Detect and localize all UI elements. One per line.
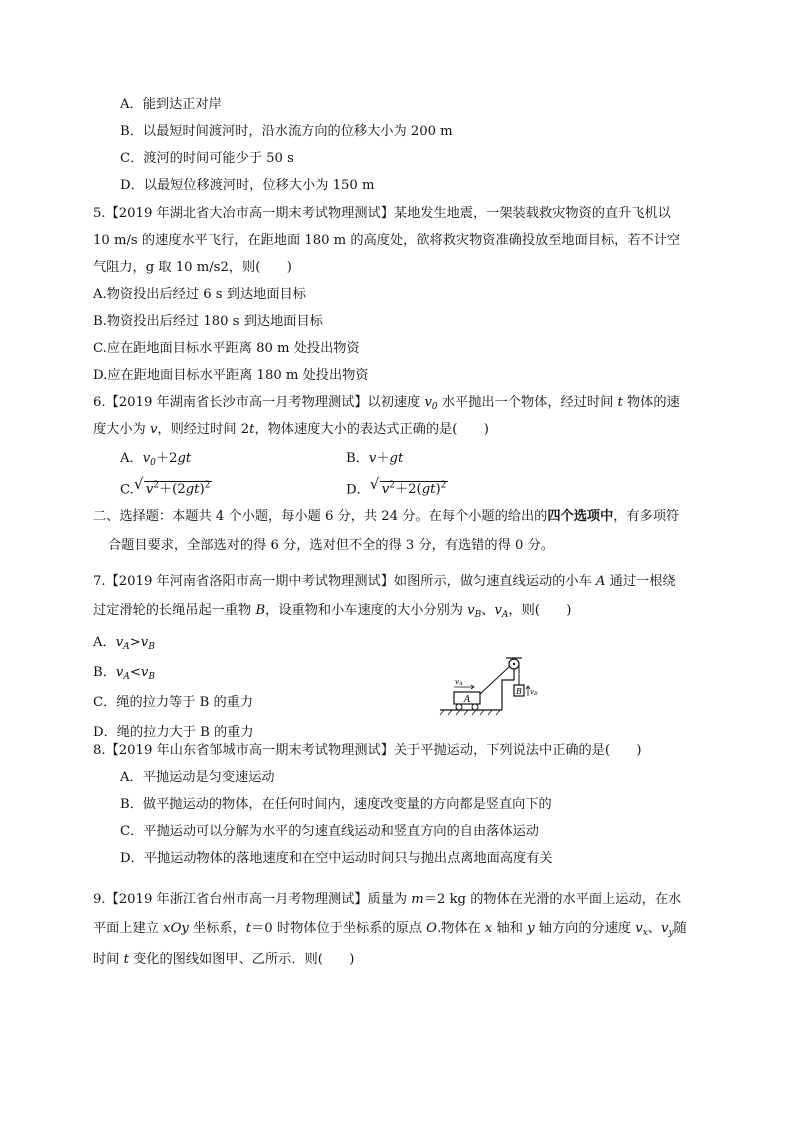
q6-option-b: B．v＋gt bbox=[346, 451, 404, 466]
q4-option-c: C．渡河的时间可能少于 50 s bbox=[120, 151, 294, 166]
q7-option-a: A．$v_A>v_B$ bbox=[93, 635, 155, 652]
q6-option-c: C. √ $v^2+(2gt)^2$ bbox=[120, 475, 211, 498]
pulley-cart-diagram bbox=[430, 650, 540, 720]
weight-label: B bbox=[516, 687, 522, 696]
q5-stem-line2: 10 m/s 的速度水平飞行，在距地面 180 m 的高度处，欲将救灾物资准确投放至地面目标，若不计空 bbox=[93, 233, 681, 248]
q7-option-b: B．$v_A<v_B$ bbox=[93, 665, 155, 682]
vb-label: vB bbox=[530, 688, 538, 697]
q9-stem-line2: 平面上建立 xOy 坐标系，t＝0 时物体位于坐标系的原点 O.物体在 x 轴和 y 轴方向的分速度 $v_x$、$v_y$随 bbox=[93, 921, 687, 938]
rope-to-cart bbox=[478, 666, 510, 696]
q5-stem-line3: 气阻力，g 取 10 m/s2，则( ) bbox=[93, 260, 292, 275]
q7-option-d: D．绳的拉力大于 B 的重力 bbox=[93, 725, 254, 740]
q5-option-c: C.应在距地面目标水平距离 80 m 处投出物资 bbox=[93, 341, 360, 356]
q6-stem-line1: 6.【2019 年湖南省长沙市高一月考物理测试】以初速度 $v_0$ 水平抛出一个物体，经过时间 t 物体的速 bbox=[93, 395, 680, 412]
q8-option-a: A．平抛运动是匀变速运动 bbox=[120, 770, 275, 785]
q8-stem: 8.【2019 年山东省邹城市高一期末考试物理测试】关于平抛运动，下列说法中正确的是( ) bbox=[93, 743, 642, 758]
q4-option-b: B．以最短时间渡河时，沿水流方向的位移大小为 200 m bbox=[120, 124, 453, 139]
q8-option-b: B．做平抛运动的物体，在任何时间内，速度改变量的方向都是竖直向下的 bbox=[120, 797, 552, 812]
q5-option-b: B.物资投出后经过 180 s 到达地面目标 bbox=[93, 314, 323, 329]
q8-option-c: C．平抛运动可以分解为水平的匀速直线运动和竖直方向的自由落体运动 bbox=[120, 824, 539, 839]
q6-stem-line2: 度大小为 v，则经过时间 2t，物体速度大小的表达式正确的是( ) bbox=[93, 422, 489, 437]
q7-option-c: C．绳的拉力等于 B 的重力 bbox=[93, 695, 254, 710]
va-label: vA bbox=[455, 678, 463, 687]
pulley-axle bbox=[513, 663, 515, 665]
section2-instructions-line1: 二、选择题：本题共 4 个小题，每小题 6 分，共 24 分。在每个小题的给出的四个选项中，有多项符 bbox=[93, 509, 680, 524]
q4-option-a: A．能到达正对岸 bbox=[120, 97, 222, 112]
cart-label: A bbox=[464, 695, 471, 705]
q7-stem-line1: 7.【2019 年河南省洛阳市高一期中考试物理测试】如图所示，做匀速直线运动的小车 A 通过一根绕 bbox=[93, 574, 676, 589]
q4-option-d: D．以最短位移渡河时，位移大小为 150 m bbox=[120, 178, 375, 193]
q9-stem-line3: 时间 t 变化的图线如图甲、乙所示．则( ) bbox=[93, 952, 355, 967]
section2-instructions-line2: 合题目要求，全部选对的得 6 分，选对但不全的得 3 分，有选错的得 0 分。 bbox=[108, 538, 554, 553]
q5-option-d: D.应在距地面目标水平距离 180 m 处投出物资 bbox=[93, 368, 369, 383]
q9-stem-line1: 9.【2019 年浙江省台州市高一月考物理测试】质量为 m＝2 kg 的物体在光滑的水平面上运动，在水 bbox=[93, 892, 682, 907]
q5-stem-line1: 5.【2019 年湖北省大冶市高一期末考试物理测试】某地发生地震，一架装载救灾物资的直升飞机以 bbox=[93, 206, 671, 221]
cart-wheel-right bbox=[472, 704, 478, 710]
q6-option-d: D． √ $v^2+2(gt)^2$ bbox=[346, 475, 447, 498]
q7-stem-line2: 过定滑轮的长绳吊起一重物 B，设重物和小车速度的大小分别为 $v_B$、$v_A$，则( ) bbox=[93, 603, 572, 620]
q5-option-a: A.物资投出后经过 6 s 到达地面目标 bbox=[93, 287, 306, 302]
ground-hatching bbox=[440, 710, 500, 715]
q8-option-d: D．平抛运动物体的落地速度和在空中运动时间只与抛出点离地面高度有关 bbox=[120, 851, 553, 866]
cart-wheel-left bbox=[456, 704, 462, 710]
q6-option-a: A．$v_0+2gt$ bbox=[120, 451, 192, 468]
